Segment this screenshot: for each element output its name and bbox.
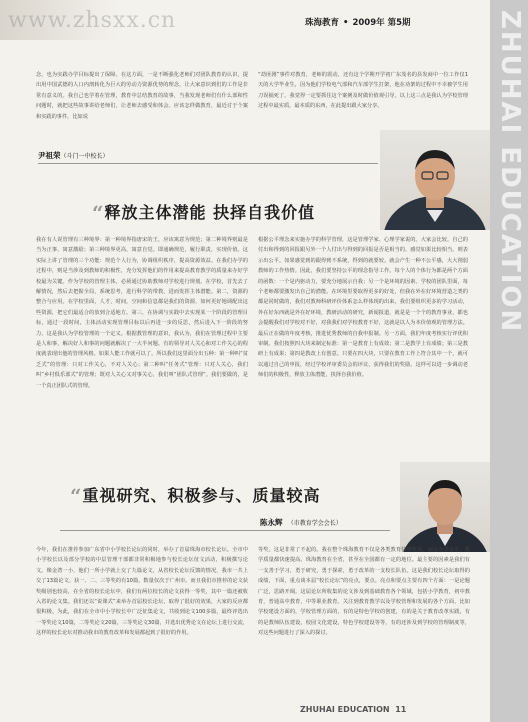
article2-photo: [400, 462, 490, 552]
magazine-name: 珠海教育: [305, 18, 340, 28]
article1-rule: [38, 163, 378, 164]
page-header: [0, 0, 528, 40]
article2-left-column: 今年，我们在推荐参加广东省中小学校长论坛的同时，举办了首届珠海市校长论坛。全市中小学校长以及部分学校的中层管理干部都非常积极地参与校长论坛征文活动，积极撰写论文。像金湾一小，他们一所小学就上交了九篇论文，从省校长论坛反馈的情况，我市一共上交了13篇论文。获一、二、三等奖的有10篇，数量仅次于广州市。而且我们市推荐的论文获奖级别也较高，在全省的校长论坛中，我们有两位校长的论文获得一等奖，其中一篇还被收入省的论文集。我们还以“说课式”来举办首届校长论坛，取得了很好的效果，大家的反应都很积极。为此，我们在全市中小学校长中广泛征集论文，共收到论文100多篇，最终评选出一等奖论文10篇，二等奖论文20篇，三等奖论文30篇，并选出优秀论文在论坛上进行交流，这样的校长论坛对推动我市的教育改革和发展都起到了很好的作用。: [36, 547, 248, 637]
issue-line: [305, 16, 414, 28]
watermark-text: www.zhsxx.cn: [8, 8, 177, 33]
article1-author: [38, 150, 109, 161]
page-number: 11: [395, 705, 407, 714]
article2-author: [260, 517, 342, 528]
article1-headline-text: 释放主体潜能 抉择自我价值: [104, 203, 316, 222]
article2-right-column: 等奖。这是非常了不起的。我在整个珠海教育不仅是各类教育快速发展，而且办学水平，教学质量都快速提高。珠海教育在全省，甚至在全国都有一定的地位。最主要的因素是我们有一支善于学习，勇于研究，勇于探索，勇于改革的一支校长队伍。这是我们校长论坛取得的成绩，下面，重点谈本届“校长论坛”的亮点，要点。亮点和要点主要有四个方面：一是论题广泛，思路开阔。这届论坛所收集的论文涉及到基础教育各个领域，包括小学教育，初中教育，普通高中教育，中等职业教育。关注到教育教学以及学校管理和发展的各个方面，比如学校建设方面的，学校管理方面的，有的是特色学校的创建，有的是关于教育改革实践，有的是教师队伍建设，校园文化建设，特色学校建设等等，有的还涉及到学校的管理制度等，对这些问题进行了深入的探讨。: [258, 547, 470, 637]
article1-author-name: 尹祖荣: [38, 151, 61, 160]
page-footer: [300, 705, 406, 714]
headline-quote-mark-2: “: [70, 484, 83, 508]
footer-magazine: ZHUHAI EDUCATION: [300, 705, 390, 714]
article1-headline: [92, 200, 315, 225]
issue-number: 2009年 第5期: [352, 18, 411, 28]
top-right-column: “劫匪剧”事件对教育，老师的震动，还有这个学期开学初广东茂名的县发商中一位工作仅1天的大学毕业生，因为他们学校电气部和汽车部学生打架，他在劝架的过程中不幸被学生用刀误捅死了。我觉得一定要抓住这个案例及时做价值观引导。以上这三点是我认为学校管理过程中最实质，最本质的东西，在此提出跟大家分享。: [258, 72, 468, 110]
top-left-column: 念，也为实践办学目标提出了保障。在这方面，一是不断强化老师们对团队教育的认识，提出用中国武德的人口内剖转化为巨大的劳动力资源优势的理念，让大家意识到们的工作是非常有意义的。我自己也学着在管理，教育中总结教育的故事，当我发现老师们有什么部和性问题时，就把这些故事讲给老师们，让老师去感受和体会。应该怎样做教育，最近讨于个案和实践的事件，比如说: [36, 72, 248, 120]
side-banner-text: ZHUHAI EDUCATION: [495, 10, 525, 334]
article1-photo: [380, 130, 490, 230]
issue-bullet: •: [343, 18, 349, 28]
article1-right-column: 根据公平理念来实施办学的科学管理，这是管理学家、心理学家说的。大家会比较。自己的付出和得到的回报跟另外一个人付出与得到的回报是否是相当的。感觉如果比较相当，则表示出公平。如果感觉到的跟得到不系统，得到的就要较。就会产生一种不公平感，大大削弱教师的工作热情。因此，我们要坚持公平的理念指导工作。每个人的个体行为都是两个方面的函数：一个是内驱动力，要充分地展示自我；另一个是环境的因素。学校的团队里面，每个老师都要激发出自己的潜能。在环境里要取得更多的好处，但我在外在好环境营造之类的都是同时做的，我们对教师科研评价体系怎么样体现的出来，我们要组织更多的学习活动，外在好东西就是外在好环境，教研活动的研究，新闻报道，就是是一个个的教育事业，都也会提醒我们对学校对不好，对我我们对学校教育不好，这就是以人为本价值观的管理方法。最后正在做的年度考核，推进优秀教师的自我申报制。另一方面，我们年度考核实行评优积审制。我们按照四大块来制定标准：第一是教育上有成效；第二是教学上有成绩；第三是教研上有成果；第四是教改上有创意。只要在四大块，只要在教育工作上符合其中一个，就可以通过自己的申报，经过学校评审委员会的评议，获得我们的奖励。这样可以进一步调动老师们的积极性，释放主体潜能，抉择自我价值。: [258, 237, 468, 379]
article2-headline-text: 重视研究、积极参与、质量较高: [82, 486, 321, 505]
side-banner: [490, 0, 528, 722]
portrait-illustration-2: [400, 462, 490, 552]
article2-author-org: （市教育学会会长）: [287, 520, 342, 527]
article2-headline: [70, 483, 321, 508]
article1-left-column: 我在有人说管理有三种境界：第一种境界指唐宋的王，应该寓意为规范；第二种境界则最是当为正事，寓意激励；第三种境界更高，寓意自觉。即通确规范，履行职责，实现价值。这实际上讲了管理的三个功能：规范个人行为，协调组织秩序，提高资源效益。在我们办学的过程中，则是当涉及到教师的积极性，充分发挥他们的作用来提高教育教学的质量来办好学校最为关键。作为学校的管理主体，必须通过协助教师对学校进行规划。在学校，首先去了解情况，然后去把握全局，系统思考，进行科学的带教，进而发挥主体潜能。第二，资源的整合与应用。在学校里面，人才，时间，空间和信息都是我们的资源，如何更好地调配出这些资源，把它们最适合的放到合适地方。第三，在协调与实践中去实现某一个阶段的管理目标，通过一段时间，主体活动实现管理目标以后再进一步的反思，然后进入下一阶段的努力，这是我认为学校管理的一个定义。根据教管理的意识，我认为，我们在管理过程中主要是人和事，解决好人和事的问题就解决了一大半问题。有的领导对人关心和对工作关心的程度就表现出他的管理风格。如果人能工作就可以了。所以我们这里面分出五种：第一种叫“贫乏式”的管理：只对工作关心，不对人关心；第二种叫“任务式”管理：只对人关心，我们叫“乡村俱乐部式”的管理；既对人关心又对事关心，我们叫“团队式管理”。我们要做的，是一个真正团队式的管理。: [36, 237, 248, 389]
article2-author-name: 陈永辉: [260, 518, 283, 527]
article2-rule: [60, 530, 390, 531]
portrait-illustration: [380, 130, 490, 230]
headline-quote-mark: “: [92, 201, 105, 225]
article1-author-org: （斗门一中校长）: [60, 153, 109, 160]
